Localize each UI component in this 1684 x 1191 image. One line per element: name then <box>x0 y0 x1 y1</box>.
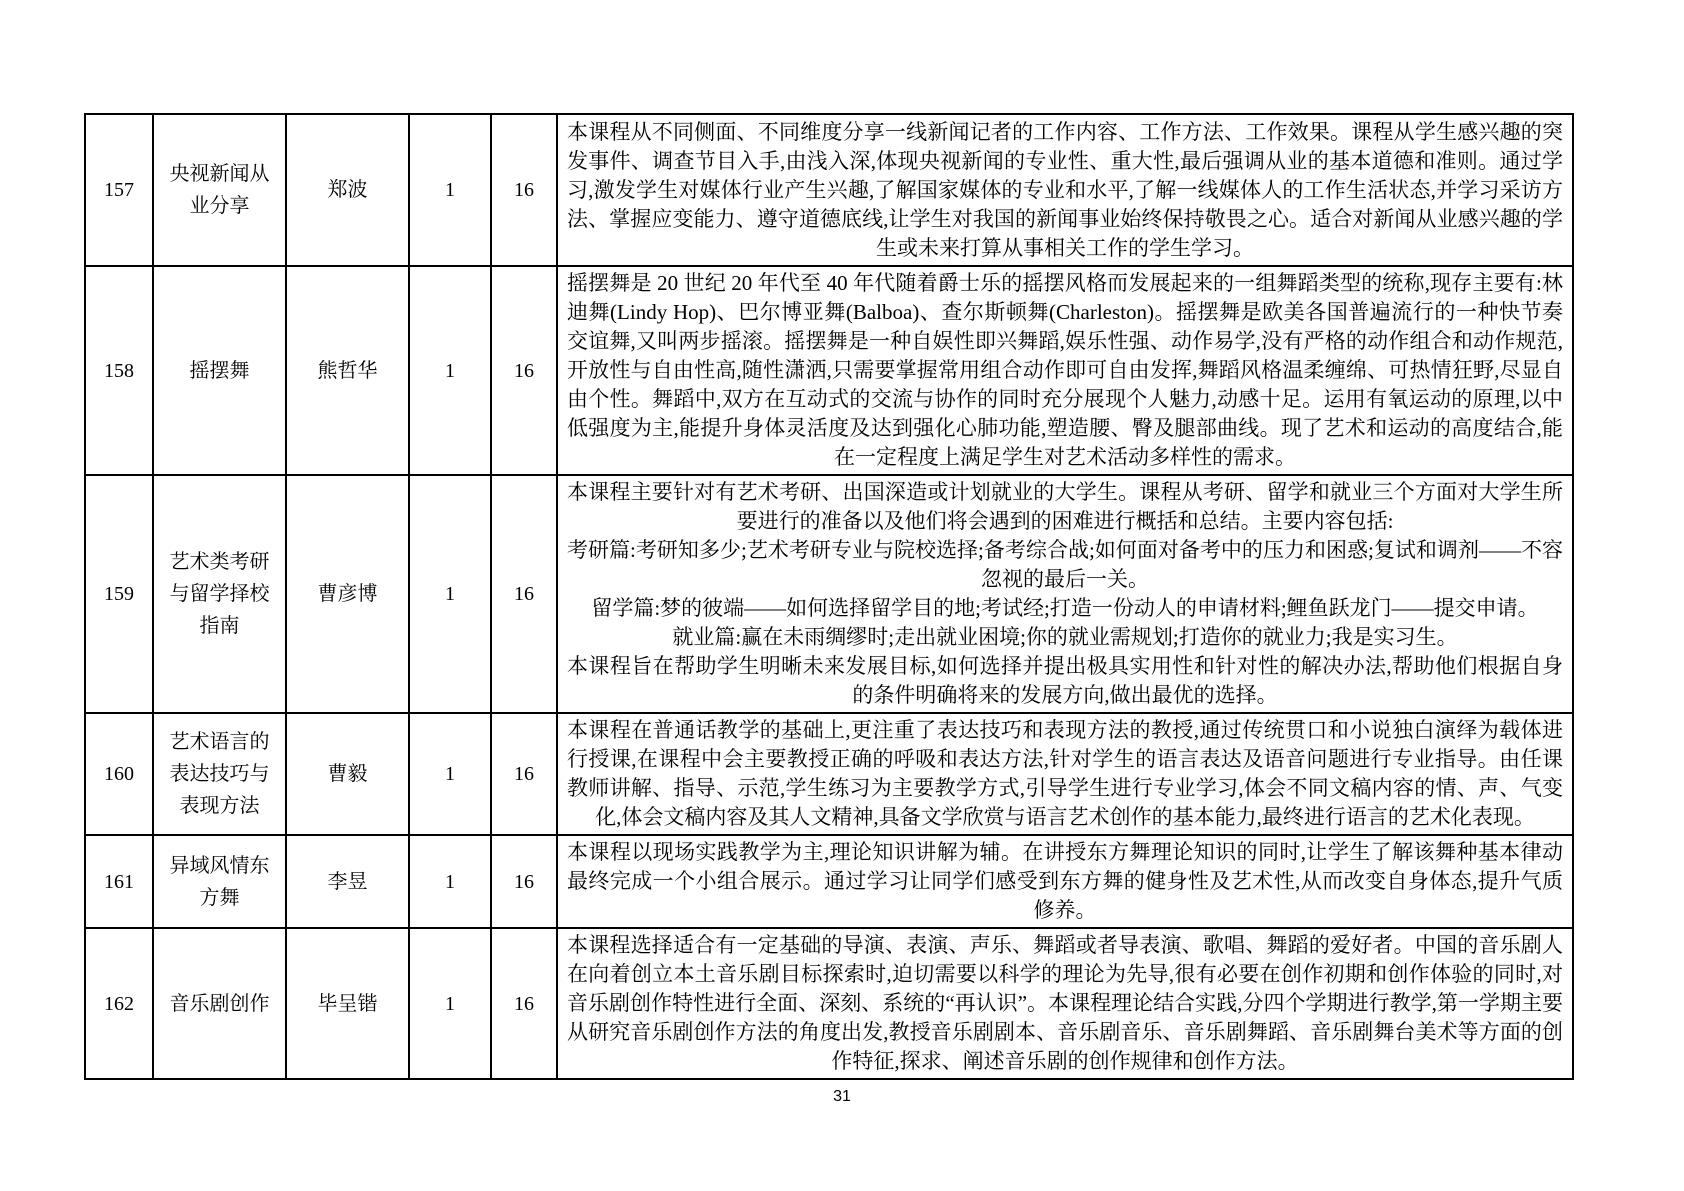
description-paragraph: 考研篇:考研知多少;艺术考研专业与院校选择;备考综合战;如何面对备考中的压力和困惑;复试和调剂——不容忽视的最后一关。 <box>567 538 1563 591</box>
course-number: 162 <box>85 928 153 1079</box>
course-teacher: 郑波 <box>286 114 409 266</box>
course-number: 159 <box>85 475 153 713</box>
course-hours: 16 <box>491 928 557 1079</box>
description-paragraph: 本课程从不同侧面、不同维度分享一线新闻记者的工作内容、工作方法、工作效果。课程从学生感兴趣的突发事件、调查节目入手,由浅入深,体现央视新闻的专业性、重大性,最后强调从业的基本道德和准则。通过学习,激发学生对媒体行业产生兴趣,了解国家媒体的专业和水平,了解一线媒体人的工作生活状态,并学习采访方法、掌握应变能力、遵守道德底线,让学生对我国的新闻事业始终保持敬畏之心。适合对新闻从业感兴趣的学生或未来打算从事相关工作的学生学习。 <box>567 119 1563 260</box>
course-hours: 16 <box>491 713 557 835</box>
course-description <box>557 835 1573 928</box>
course-credit: 1 <box>409 475 491 713</box>
description-paragraph: 本课程主要针对有艺术考研、出国深造或计划就业的大学生。课程从考研、留学和就业三个方面对大学生所要进行的准备以及他们将会遇到的困难进行概括和总结。主要内容包括: <box>567 480 1563 533</box>
course-teacher: 曹毅 <box>286 713 409 835</box>
course-name: 摇摆舞 <box>153 266 286 475</box>
course-hours: 16 <box>491 475 557 713</box>
course-credit: 1 <box>409 835 491 928</box>
course-number: 157 <box>85 114 153 266</box>
course-name: 异域风情东方舞 <box>153 835 286 928</box>
course-hours: 16 <box>491 114 557 266</box>
course-teacher: 曹彦博 <box>286 475 409 713</box>
course-credit: 1 <box>409 928 491 1079</box>
table-row <box>85 835 1573 928</box>
course-teacher: 李昱 <box>286 835 409 928</box>
table-row <box>85 713 1573 835</box>
course-name: 央视新闻从业分享 <box>153 114 286 266</box>
table-row <box>85 928 1573 1079</box>
course-teacher: 毕呈锴 <box>286 928 409 1079</box>
table-row <box>85 114 1573 266</box>
description-paragraph: 本课程旨在帮助学生明晰未来发展目标,如何选择并提出极具实用性和针对性的解决办法,帮助他们根据自身的条件明确将来的发展方向,做出最优的选择。 <box>567 654 1563 707</box>
description-paragraph: 留学篇:梦的彼端——如何选择留学目的地;考试经;打造一份动人的申请材料;鲤鱼跃龙门——提交申请。 <box>591 596 1539 620</box>
course-description <box>557 266 1573 475</box>
description-paragraph: 摇摆舞是 20 世纪 20 年代至 40 年代随着爵士乐的摇摆风格而发展起来的一组舞蹈类型的统称,现存主要有:林迪舞(Lindy Hop)、巴尔博亚舞(Balboa)、查尔斯顿舞(Charleston)。摇摆舞是欧美各国普遍流行的一种快节奏交谊舞,又叫两步摇滚。摇摆舞是一种自娱性即兴舞蹈,娱乐性强、动作易学,没有严格的动作组合和动作规范,开放性与自由性高,随性潇洒,只需要掌握常用组合动作即可自由发挥,舞蹈风格温柔缠绵、可热情狂野,尽显自由个性。舞蹈中,双方在互动式的交流与协作的同时充分展现个人魅力,动感十足。运用有氧运动的原理,以中低强度为主,能提升身体灵活度及达到强化心肺功能,塑造腰、臀及腿部曲线。现了艺术和运动的高度结合,能在一定程度上满足学生对艺术活动多样性的需求。 <box>567 271 1563 469</box>
course-description <box>557 475 1573 713</box>
description-paragraph: 本课程在普通话教学的基础上,更注重了表达技巧和表现方法的教授,通过传统贯口和小说独白演绎为载体进行授课,在课程中会主要教授正确的呼吸和表达方法,针对学生的语言表达及语音问题进行专业指导。由任课教师讲解、指导、示范,学生练习为主要教学方式,引导学生进行专业学习,体会不同文稿内容的情、声、气变化,体会文稿内容及其人文精神,具备文学欣赏与语言艺术创作的基本能力,最终进行语言的艺术化表现。 <box>567 718 1563 829</box>
course-description <box>557 114 1573 266</box>
course-description <box>557 713 1573 835</box>
course-credit: 1 <box>409 266 491 475</box>
page-number: 31 <box>833 1088 851 1105</box>
description-paragraph: 本课程选择适合有一定基础的导演、表演、声乐、舞蹈或者导表演、歌唱、舞蹈的爱好者。中国的音乐剧人在向着创立本土音乐剧目标探索时,迫切需要以科学的理论为先导,很有必要在创作初期和创作体验的同时,对音乐剧创作特性进行全面、深刻、系统的“再认识”。本课程理论结合实践,分四个学期进行教学,第一学期主要从研究音乐剧创作方法的角度出发,教授音乐剧剧本、音乐剧音乐、音乐剧舞蹈、音乐剧舞台美术等方面的创作特征,探求、阐述音乐剧的创作规律和创作方法。 <box>567 933 1563 1073</box>
description-paragraph: 就业篇:赢在未雨绸缪时;走出就业困境;你的就业需规划;打造你的就业力;我是实习生。 <box>672 625 1458 649</box>
course-number: 158 <box>85 266 153 475</box>
description-paragraph: 本课程以现场实践教学为主,理论知识讲解为辅。在讲授东方舞理论知识的同时,让学生了解该舞种基本律动最终完成一个小组合展示。通过学习让同学们感受到东方舞的健身性及艺术性,从而改变自身体态,提升气质修养。 <box>567 840 1563 922</box>
course-table <box>84 113 1574 1080</box>
course-hours: 16 <box>491 835 557 928</box>
course-number: 161 <box>85 835 153 928</box>
course-number: 160 <box>85 713 153 835</box>
course-hours: 16 <box>491 266 557 475</box>
course-credit: 1 <box>409 114 491 266</box>
course-description <box>557 928 1573 1079</box>
course-credit: 1 <box>409 713 491 835</box>
course-teacher: 熊哲华 <box>286 266 409 475</box>
course-name: 艺术类考研与留学择校指南 <box>153 475 286 713</box>
course-name: 音乐剧创作 <box>153 928 286 1079</box>
table-row <box>85 266 1573 475</box>
table-row <box>85 475 1573 713</box>
course-name: 艺术语言的表达技巧与表现方法 <box>153 713 286 835</box>
